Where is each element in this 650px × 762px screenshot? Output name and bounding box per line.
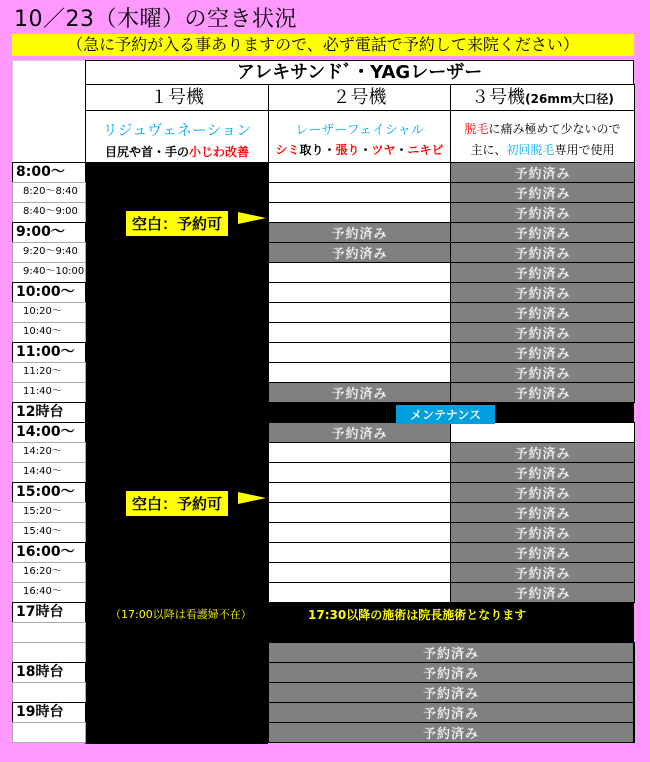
slot-machine3-reserved[interactable]: 予約済み [450,522,635,543]
slot-machine3-reserved[interactable]: 予約済み [450,242,635,263]
time-cell[interactable]: 14:20～ [12,442,86,463]
time-cell[interactable]: 16:20～ [12,562,86,583]
schedule-table [12,0,634,762]
time-cell[interactable]: 11:00～ [12,342,86,363]
machine1-column[interactable] [85,162,268,744]
slot-machine2-reserved[interactable]: 予約済み [268,422,451,443]
desc-segment: 専用で使用 [554,143,615,157]
desc-line [451,120,634,137]
treatment-name: リジュヴェネーション [102,121,252,139]
slot-machine2-free[interactable] [268,362,451,383]
slot-machine2-reserved[interactable]: 予約済み [268,382,451,403]
time-cell[interactable]: 12時台 [12,402,86,423]
desc-segment: 初回脱毛 [506,143,555,157]
time-cell[interactable]: 11:40～ [12,382,86,403]
desc-segment: ・ [359,143,372,157]
machine-label[interactable]: １号機 [85,84,269,111]
slot-machine2-free[interactable] [268,342,451,363]
time-cell[interactable]: 15:40～ [12,522,86,543]
time-cell[interactable] [12,642,86,663]
desc-segment: シミ [275,143,300,157]
slot-machine2-free[interactable] [268,482,451,503]
time-cell[interactable]: 17時台 [12,602,86,623]
slot-machine2-free[interactable] [268,582,451,603]
desc-segment: 主に、 [470,143,507,157]
slot-machine3-reserved[interactable]: 予約済み [450,262,635,283]
time-cell[interactable]: 14:40～ [12,462,86,483]
time-cell[interactable]: 14:00～ [12,422,86,443]
time-cell[interactable]: 8:00～ [12,162,86,183]
slot-machine3-reserved[interactable]: 予約済み [450,282,635,303]
desc-segment: 取り・ [299,143,336,157]
slot-machine2-free[interactable] [268,322,451,343]
desc-segment: に痛み極めて少ないので [488,122,621,136]
slot-machine3-reserved[interactable]: 予約済み [450,302,635,323]
slot-machine3-reserved[interactable]: 予約済み [450,582,635,603]
callout-morning-pointer[interactable] [238,212,266,224]
slot-machine3-reserved[interactable]: 予約済み [450,382,635,403]
slot-machine3-reserved[interactable]: 予約済み [450,342,635,363]
slot-evening-reserved[interactable]: 予約済み [268,662,634,683]
slot-machine2-free[interactable] [268,542,451,563]
time-cell[interactable]: 11:20～ [12,362,86,383]
slot-machine3-reserved[interactable]: 予約済み [450,442,635,463]
maintenance-label[interactable]: メンテナンス [396,405,495,424]
time-cell[interactable]: 18時台 [12,662,86,683]
callout-afternoon[interactable]: 空白：予約可 [124,489,230,518]
machine-label-sub: (26mm大口径) [525,92,614,106]
slot-machine2-free[interactable] [268,282,451,303]
slot-machine2-free[interactable] [268,182,451,203]
slot-machine2-free[interactable] [268,302,451,323]
callout-morning[interactable]: 空白：予約可 [124,209,230,238]
slot-machine3-reserved[interactable]: 予約済み [450,202,635,223]
machine-desc[interactable] [85,110,269,163]
slot-evening-reserved[interactable]: 予約済み [268,642,634,663]
time-cell[interactable]: 15:20～ [12,502,86,523]
slot-machine3-reserved[interactable]: 予約済み [450,502,635,523]
slot-machine2-free[interactable] [268,442,451,463]
treatment-desc [269,141,450,158]
slot-machine2-free[interactable] [268,162,451,183]
slot-evening-reserved[interactable]: 予約済み [268,702,634,723]
slot-evening-reserved[interactable]: 予約済み [268,722,634,743]
time-cell[interactable]: 9:40～10:00 [12,262,86,283]
time-cell[interactable]: 19時台 [12,702,86,723]
desc-segment: ツヤ [371,143,396,157]
treatment-name: レーザーフェイシャル [295,123,424,138]
slot-machine3-reserved[interactable]: 予約済み [450,542,635,563]
time-cell[interactable]: 10:40～ [12,322,86,343]
desc-segment: 脱毛 [464,122,489,136]
time-cell[interactable]: 10:20～ [12,302,86,323]
laser-name[interactable]: アレキサンドﾞ・YAGレーザー [85,60,634,85]
slot-machine2-free[interactable] [268,522,451,543]
desc-segment: ・ [395,143,408,157]
machine-label[interactable]: ２号機 [268,84,451,111]
page-title: 10／23（木曜）の空き状況 [14,7,297,32]
slot-machine2-free[interactable] [268,262,451,283]
slot-machine3-reserved[interactable]: 予約済み [450,322,635,343]
time-cell[interactable]: 16:40～ [12,582,86,603]
header-blank[interactable] [12,60,86,163]
time-cell[interactable] [12,682,86,703]
time-cell[interactable]: 16:00～ [12,542,86,563]
time-cell[interactable]: 9:20～9:40 [12,242,86,263]
slot-machine2-reserved[interactable]: 予約済み [268,242,451,263]
machine-desc[interactable] [450,110,635,163]
callout-afternoon-pointer[interactable] [238,492,266,504]
after17-note-director[interactable]: 17:30以降の施術は院長施術となります [308,608,527,622]
time-cell[interactable] [12,722,86,743]
time-cell[interactable]: 8:40～9:00 [12,202,86,223]
slot-machine2-reserved[interactable]: 予約済み [268,222,451,243]
time-cell[interactable]: 9:00～ [12,222,86,243]
time-cell[interactable] [12,622,86,643]
desc-segment: 改善 [225,145,250,159]
desc-segment: ニキビ [407,143,444,157]
slot-machine3-reserved[interactable]: 予約済み [450,362,635,383]
time-cell[interactable]: 8:20～8:40 [12,182,86,203]
machine-label[interactable]: ３号機(26mm大口径) [450,84,635,111]
desc-segment: 目尻や首・手の [104,145,189,159]
slot-evening-reserved[interactable]: 予約済み [268,682,634,703]
slot-machine2-free[interactable] [268,202,451,223]
slot-machine3-reserved[interactable]: 予約済み [450,562,635,583]
time-cell[interactable]: 15:00～ [12,482,86,503]
slot-machine3-reserved[interactable]: 予約済み [450,482,635,503]
slot-machine3-reserved[interactable]: 予約済み [450,162,635,183]
desc-segment: 小じわ [188,145,225,159]
machine-desc[interactable] [268,110,451,163]
treatment-desc [86,143,268,160]
desc-segment: 張り [335,143,360,157]
desc-line [451,141,634,158]
time-cell[interactable]: 10:00～ [12,282,86,303]
slot-machine3-reserved[interactable]: 予約済み [450,182,635,203]
slot-machine2-free[interactable] [268,502,451,523]
after17-note-nurse[interactable]: （17:00以降は看護婦不在） [110,608,252,621]
slot-machine2-free[interactable] [268,462,451,483]
slot-machine3-free[interactable] [450,422,635,443]
slot-machine3-reserved[interactable]: 予約済み [450,462,635,483]
slot-machine2-free[interactable] [268,562,451,583]
notice-banner: （急に予約が入る事ありますので、必ず電話で予約して来院ください） [12,34,634,56]
slot-machine3-reserved[interactable]: 予約済み [450,222,635,243]
